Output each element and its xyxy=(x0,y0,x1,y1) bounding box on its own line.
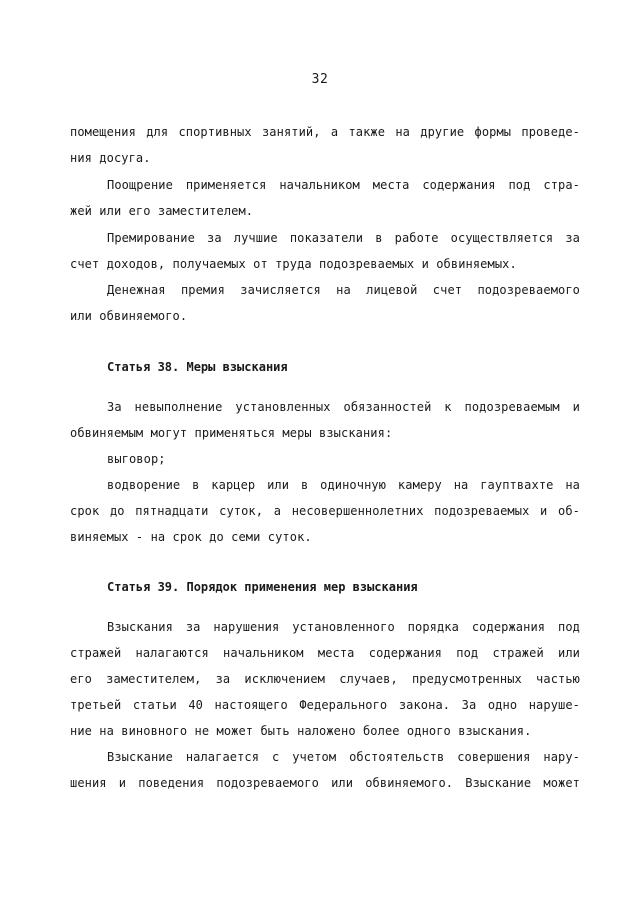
text-line: его заместителем, за исключением случаев, предусмотренных частью xyxy=(70,672,580,686)
article-38-item-confinement xyxy=(70,472,580,550)
article-39-paragraph-2 xyxy=(70,744,580,796)
paragraph-bonus xyxy=(70,225,580,277)
article-39-heading: Статья 39. Порядок применения мер взыскания xyxy=(107,580,418,594)
article-38-item-reprimand xyxy=(70,446,580,472)
paragraph-sport-leisure xyxy=(70,119,580,171)
text-line: срок до пятнадцати суток, а несовершеннолетних подозреваемых и об- xyxy=(70,504,580,518)
text-line: Взыскание налагается с учетом обстоятельств совершения нару- xyxy=(107,750,580,764)
text-line: выговор; xyxy=(107,452,166,466)
text-line: шения и поведения подозреваемого или обвиняемого. Взыскание может xyxy=(70,776,580,790)
text-line: обвиняемым могут применяться меры взыскания: xyxy=(70,426,393,440)
paragraph-encouragement xyxy=(70,172,580,224)
text-line: счет доходов, получаемых от труда подозреваемых и обвиняемых. xyxy=(70,257,517,271)
article-38-paragraph xyxy=(70,394,580,446)
text-line: или обвиняемого. xyxy=(70,309,188,323)
article-38-heading: Статья 38. Меры взыскания xyxy=(107,360,288,374)
text-line: Взыскания за нарушения установленного порядка содержания под xyxy=(107,620,580,634)
text-line: ния досуга. xyxy=(70,151,151,165)
article-39-paragraph-1 xyxy=(70,614,580,744)
text-line: За невыполнение установленных обязанностей к подозреваемым и xyxy=(107,400,580,414)
text-line: третьей статьи 40 настоящего Федерального закона. За одно наруше- xyxy=(70,698,580,712)
text-line: жей или его заместителем. xyxy=(70,204,254,218)
page-number: 32 xyxy=(311,72,329,87)
text-line: Премирование за лучшие показатели в работе осуществляется за xyxy=(107,231,580,245)
text-line: Денежная премия зачисляется на лицевой счет подозреваемого xyxy=(107,283,580,297)
text-line: виняемых - на срок до семи суток. xyxy=(70,530,312,544)
text-line: водворение в карцер или в одиночную камеру на гауптвахте на xyxy=(107,478,580,492)
text-line: ние на виновного не может быть наложено более одного взыскания. xyxy=(70,724,532,738)
paragraph-cash-bonus xyxy=(70,277,580,329)
text-line: помещения для спортивных занятий, а также на другие формы проведе- xyxy=(70,125,580,139)
text-line: стражей налагаются начальником места содержания под стражей или xyxy=(70,646,580,660)
text-line: Поощрение применяется начальником места содержания под стра- xyxy=(107,178,580,192)
